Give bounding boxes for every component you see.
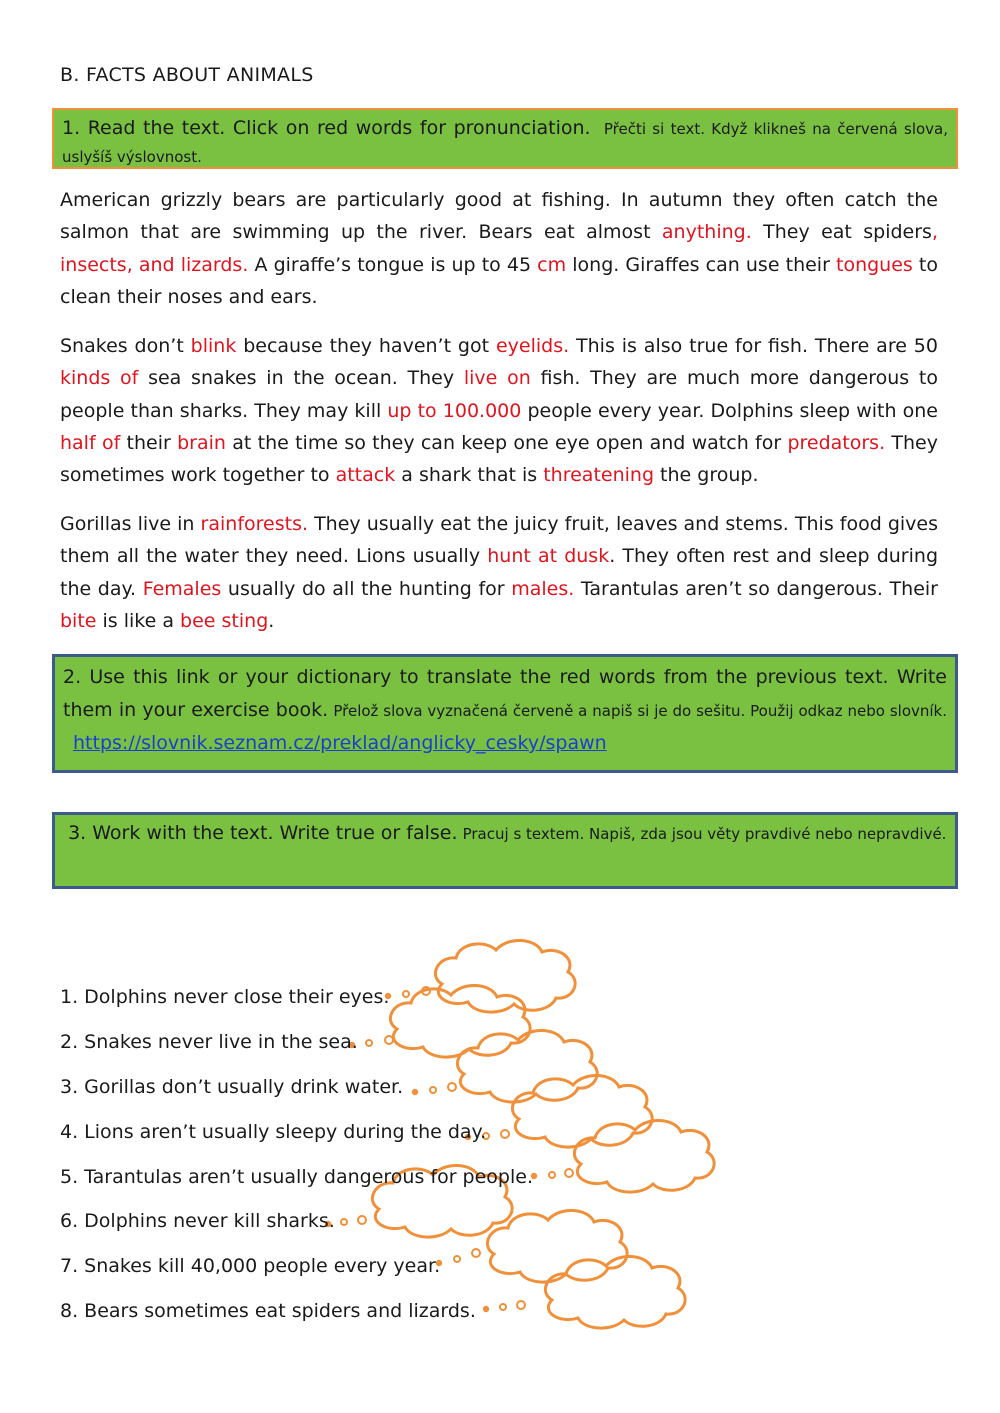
task1-translation: Přečti si text. Když klikneš na červená slova, uslyšíš výslovnost. <box>62 120 949 166</box>
paragraph-text: usually do all the hunting for <box>221 577 512 600</box>
task3-translation: Pracuj s textem. Napiš, zda jsou věty pravdivé nebo nepravdivé. <box>462 825 947 843</box>
paragraph-text: the group. <box>654 464 759 487</box>
thought-dot <box>454 1256 460 1262</box>
pronunciation-word[interactable]: rainforests. <box>200 513 309 535</box>
thought-dot <box>549 1172 555 1178</box>
thought-dot <box>501 1130 509 1138</box>
statement-4: 4. Lions aren’t usually sleepy during the day. <box>60 1121 487 1143</box>
paragraph-text: fish. They are much more dangerous to people than sharks. They may kill <box>60 367 938 422</box>
paragraph-text: . <box>268 609 275 632</box>
pronunciation-word[interactable]: threatening <box>543 464 655 487</box>
paragraph-text: Tarantulas aren’t so dangerous. Their <box>574 577 938 600</box>
statement-2: 2. Snakes never live in the sea. <box>60 1031 358 1053</box>
pronunciation-word[interactable]: blink <box>190 335 237 357</box>
paragraph-text: . They often rest and sleep during the day. <box>60 545 939 600</box>
paragraph-text: They eat spiders <box>751 221 932 244</box>
pronunciation-word[interactable]: brain <box>177 431 226 454</box>
thought-dot <box>517 1301 525 1309</box>
pronunciation-word[interactable]: eyelids. <box>495 335 570 357</box>
paragraph-text: This is also true for fish. There are 50 <box>569 335 938 357</box>
task1-instruction: 1. Read the text. Click on red words for pronunciation. <box>62 117 591 139</box>
thought-dot <box>366 1040 372 1046</box>
thought-dot <box>484 1307 488 1311</box>
statement-5: 5. Tarantulas aren’t usually dangerous for people. <box>60 1166 533 1188</box>
statement-1: 1. Dolphins never close their eyes. <box>60 986 390 1008</box>
paragraph-text: people every year. Dolphins sleep with one <box>521 399 938 422</box>
pronunciation-word[interactable]: bee sting <box>180 609 269 632</box>
section-heading: B. FACTS ABOUT ANIMALS <box>60 64 314 86</box>
pronunciation-word[interactable]: attack <box>335 464 396 487</box>
task2-translation: Přelož slova vyznačená červeně a napiš si je do sešitu. Použij odkaz nebo slovník. <box>333 702 948 720</box>
answer-cloud-3[interactable] <box>413 1030 597 1102</box>
paragraph-text: sea snakes in the ocean. They <box>138 367 464 390</box>
paragraph-text: long. Giraffes can use their <box>566 253 836 276</box>
paragraph-text: American grizzly bears are particularly good at fishing. In autumn they often catch the salmon that are swimming up the river. Bears eat almost <box>60 189 938 244</box>
pronunciation-word[interactable]: kinds of <box>60 367 139 390</box>
paragraph-text: to clean their noses and ears. <box>60 253 938 308</box>
pronunciation-word[interactable]: Females <box>142 577 222 600</box>
dictionary-link[interactable]: https://slovnik.seznam.cz/preklad/anglicky_cesky/spawn <box>73 732 607 754</box>
thought-dot <box>565 1169 573 1177</box>
pronunciation-word[interactable]: cm <box>537 253 567 276</box>
pronunciation-word[interactable]: males. <box>511 577 575 600</box>
pronunciation-word[interactable]: half of <box>60 431 121 454</box>
thought-dot <box>413 1090 417 1094</box>
paragraph-text: They sometimes work together to <box>60 431 938 487</box>
pronunciation-word[interactable]: bite <box>60 609 97 632</box>
thought-dot <box>500 1304 506 1310</box>
pronunciation-word[interactable]: tongues <box>836 253 913 276</box>
paragraph-text: their <box>120 431 178 454</box>
paragraph-text: They usually eat the juicy fruit, leaves and stems. This food gives them all the water they need. Lions usually <box>60 513 939 568</box>
statement-7: 7. Snakes kill 40,000 people every year. <box>60 1255 441 1277</box>
statement-8: 8. Bears sometimes eat spiders and lizards. <box>60 1300 476 1322</box>
answer-cloud-4[interactable] <box>466 1075 652 1147</box>
task2-instruction: 2. Use this link or your dictionary to translate the red words from the previous text. Write them in your exercise book. <box>63 666 947 721</box>
answer-cloud-5[interactable] <box>532 1120 714 1192</box>
answer-cloud-7[interactable] <box>437 1210 627 1282</box>
thought-dot <box>403 991 409 997</box>
paragraph-text: at the time so they can keep one eye open and watch for <box>225 431 788 454</box>
pronunciation-word[interactable]: up to 100.000 <box>387 399 522 422</box>
pronunciation-word[interactable]: hunt at dusk <box>487 545 610 568</box>
pronunciation-word[interactable]: anything. <box>661 221 752 244</box>
answer-cloud-1[interactable] <box>386 940 575 1012</box>
statement-6: 6. Dolphins never kill sharks. <box>60 1210 335 1232</box>
paragraph-text: Snakes don’t <box>60 335 191 357</box>
paragraph-text: A giraffe’s tongue is up to 45 <box>248 253 538 276</box>
thought-dot <box>385 1036 393 1044</box>
pronunciation-word[interactable]: , insects, and lizards. <box>60 221 938 276</box>
pronunciation-word[interactable]: live on <box>463 367 531 390</box>
pronunciation-word[interactable]: predators. <box>787 431 886 454</box>
paragraph-text: because they haven’t got <box>236 335 496 357</box>
answer-cloud-8[interactable] <box>484 1256 685 1328</box>
paragraph-text: a shark that is <box>395 464 544 487</box>
thought-dot <box>472 1249 480 1257</box>
paragraph-text: is like a <box>96 609 181 632</box>
thought-dot <box>430 1087 436 1093</box>
thought-dot <box>341 1219 347 1225</box>
task3-instruction: 3. Work with the text. Write true or false. <box>68 822 458 844</box>
paragraph-text: Gorillas live in <box>60 513 201 535</box>
thought-dot <box>358 1216 366 1224</box>
thought-dot <box>448 1083 456 1091</box>
statement-3: 3. Gorillas don’t usually drink water. <box>60 1076 404 1098</box>
